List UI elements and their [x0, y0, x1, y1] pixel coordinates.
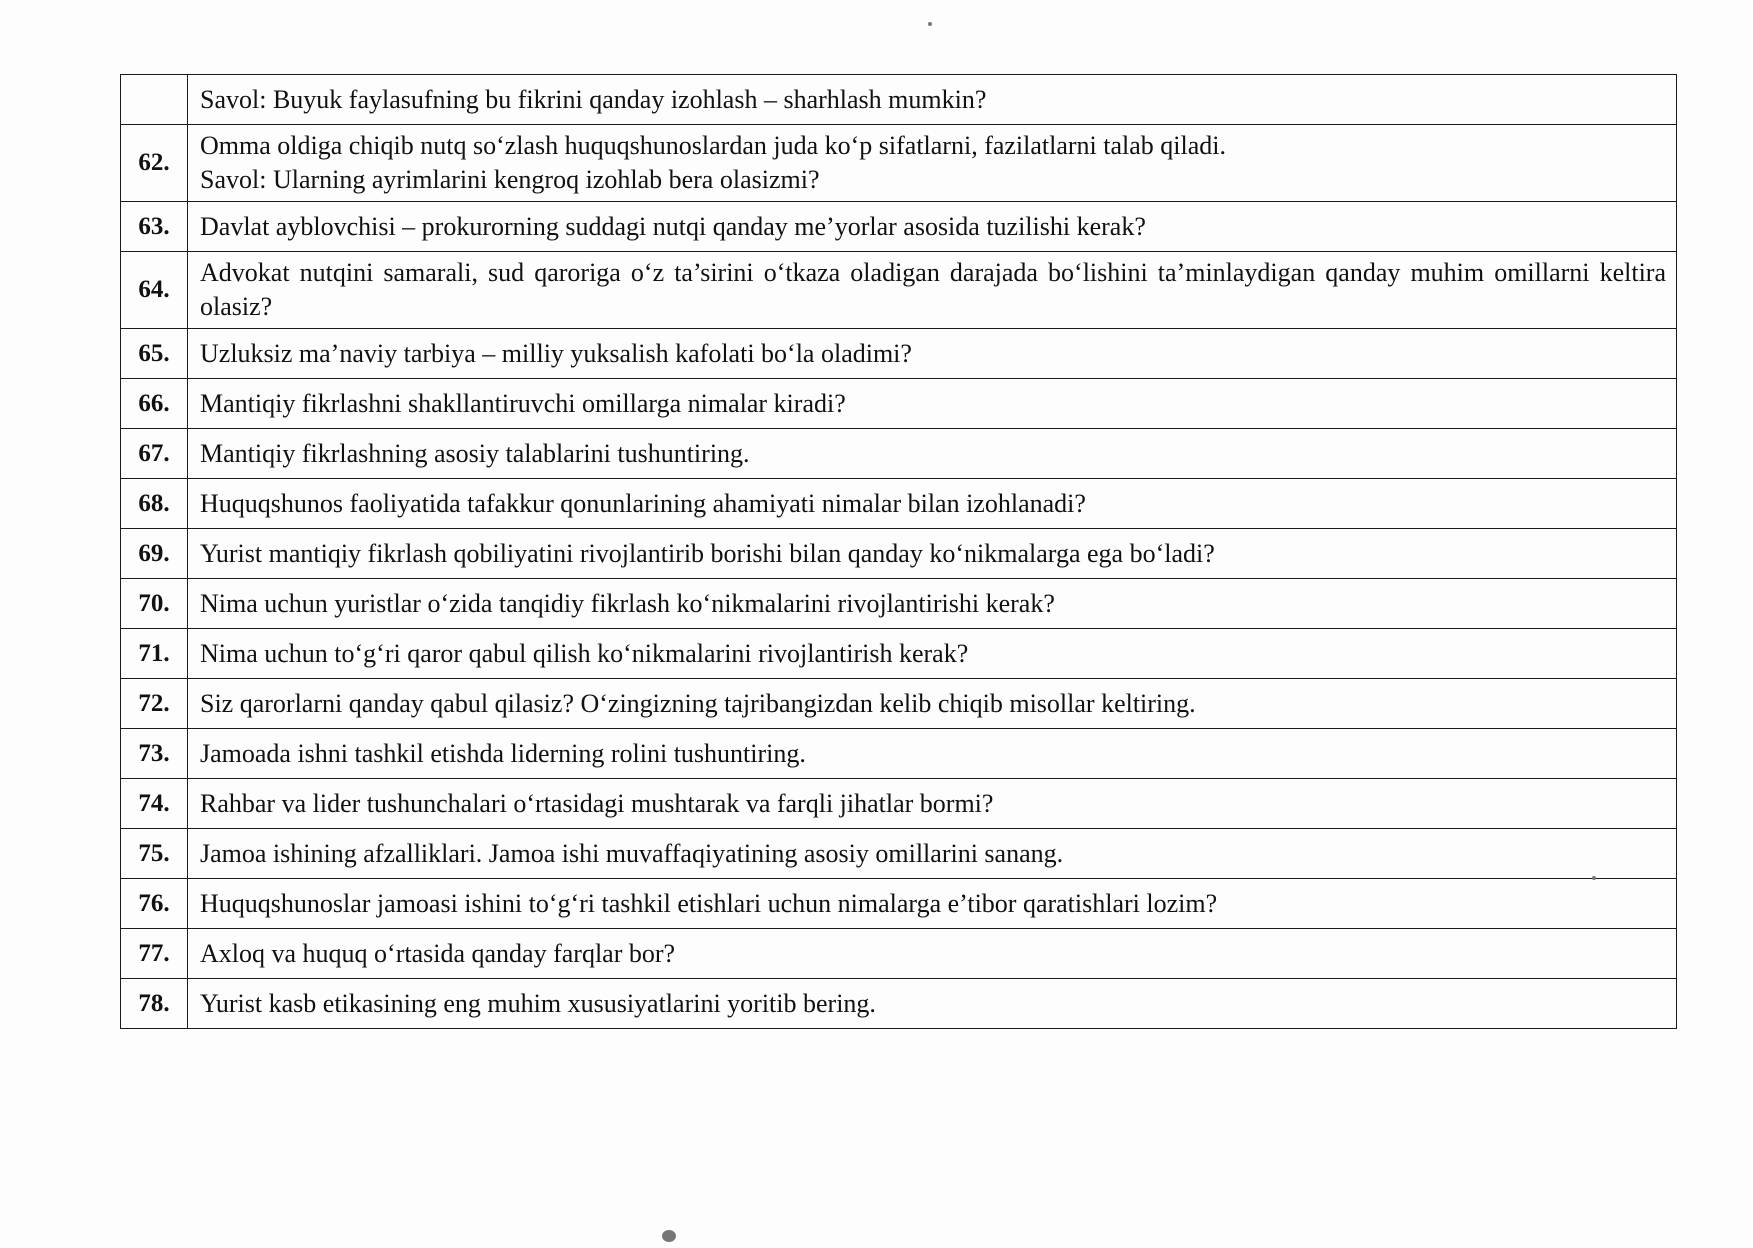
question-text — [188, 979, 1677, 1029]
question-number: 65. — [121, 329, 188, 379]
question-number: 64. — [121, 252, 188, 329]
question-text-line: Siz qarorlarni qanday qabul qilasiz? O‘zingizning tajribangizdan kelib chiqib misollar keltiring. — [200, 688, 1196, 718]
question-text-line: Yurist kasb etikasining eng muhim xususiyatlarini yoritib bering. — [200, 988, 876, 1018]
table-row — [121, 202, 1677, 252]
question-text-line: Jamoa ishining afzalliklari. Jamoa ishi muvaffaqiyatining asosiy omillarini sanang. — [200, 838, 1064, 868]
question-text — [188, 679, 1677, 729]
table-row — [121, 579, 1677, 629]
question-text-line: Mantiqiy fikrlashni shakllantiruvchi omillarga nimalar kiradi? — [200, 388, 846, 418]
question-text-line: Yurist mantiqiy fikrlash qobiliyatini rivojlantirib borishi bilan qanday ko‘nikmalarga ega bo‘ladi? — [200, 538, 1215, 568]
table-row — [121, 429, 1677, 479]
question-number — [121, 75, 188, 125]
question-text — [188, 779, 1677, 829]
question-text — [188, 125, 1677, 202]
table-row — [121, 529, 1677, 579]
question-number: 67. — [121, 429, 188, 479]
question-text-line: Huquqshunos faoliyatida tafakkur qonunlarining ahamiyati nimalar bilan izohlanadi? — [200, 488, 1086, 518]
question-text — [188, 379, 1677, 429]
scan-speck — [1592, 876, 1596, 880]
question-text-line: Omma oldiga chiqib nutq so‘zlash huquqshunoslardan juda ko‘p sifatlarni, fazilatlarni talab qiladi. — [200, 131, 1227, 160]
table-row — [121, 929, 1677, 979]
question-number: 66. — [121, 379, 188, 429]
question-number: 76. — [121, 879, 188, 929]
questions-table — [120, 74, 1677, 1029]
question-number: 74. — [121, 779, 188, 829]
question-text — [188, 729, 1677, 779]
question-number: 71. — [121, 629, 188, 679]
question-text-line: Axloq va huquq o‘rtasida qanday farqlar bor? — [200, 938, 676, 968]
question-text — [188, 202, 1677, 252]
question-text-line: Mantiqiy fikrlashning asosiy talablarini tushuntiring. — [200, 438, 750, 468]
table-row — [121, 829, 1677, 879]
question-text-line: Uzluksiz ma’naviy tarbiya – milliy yuksalish kafolati bo‘la oladimi? — [200, 338, 912, 368]
table-row — [121, 879, 1677, 929]
table-row — [121, 729, 1677, 779]
question-number: 77. — [121, 929, 188, 979]
question-text — [188, 75, 1677, 125]
question-text-line: Davlat ayblovchisi – prokurorning suddagi nutqi qanday me’yorlar asosida tuzilishi kerak? — [200, 211, 1146, 241]
question-text-line: Savol: Ularning ayrimlarini kengroq izohlab bera olasizmi? — [200, 165, 820, 194]
question-number: 75. — [121, 829, 188, 879]
question-number: 69. — [121, 529, 188, 579]
question-number: 72. — [121, 679, 188, 729]
question-text-line: Huquqshunoslar jamoasi ishini to‘g‘ri tashkil etishlari uchun nimalarga e’tibor qaratishlari lozim? — [200, 888, 1218, 918]
question-text-line: Nima uchun to‘g‘ri qaror qabul qilish ko‘nikmalarini rivojlantirish kerak? — [200, 638, 969, 668]
question-text — [188, 829, 1677, 879]
scan-speck — [928, 22, 932, 26]
question-number: 62. — [121, 125, 188, 202]
table-row — [121, 329, 1677, 379]
question-number: 70. — [121, 579, 188, 629]
table-row — [121, 379, 1677, 429]
question-text — [188, 429, 1677, 479]
question-text-line: Rahbar va lider tushunchalari o‘rtasidagi mushtarak va farqli jihatlar bormi? — [200, 788, 994, 818]
question-number: 68. — [121, 479, 188, 529]
question-number: 63. — [121, 202, 188, 252]
question-text-line: Savol: Buyuk faylasufning bu fikrini qanday izohlash – sharhlash mumkin? — [200, 84, 987, 114]
question-text — [188, 629, 1677, 679]
table-row — [121, 252, 1677, 329]
table-row — [121, 779, 1677, 829]
question-text — [188, 329, 1677, 379]
question-text — [188, 579, 1677, 629]
scan-speck — [662, 1230, 676, 1242]
questions-table-body — [121, 75, 1677, 1029]
table-row — [121, 479, 1677, 529]
question-text-line: Jamoada ishni tashkil etishda liderning rolini tushuntiring. — [200, 738, 806, 768]
question-text — [188, 929, 1677, 979]
question-text — [188, 479, 1677, 529]
question-text-line: Advokat nutqini samarali, sud qaroriga o‘z ta’sirini o‘tkaza oladigan darajada bo‘lishini ta’minlaydigan qanday muhim omillarni keltira olasiz? — [200, 258, 1666, 321]
question-text — [188, 252, 1677, 329]
table-row — [121, 125, 1677, 202]
question-text — [188, 879, 1677, 929]
table-row — [121, 979, 1677, 1029]
question-number: 78. — [121, 979, 188, 1029]
question-number: 73. — [121, 729, 188, 779]
question-text — [188, 529, 1677, 579]
question-text-line: Nima uchun yuristlar o‘zida tanqidiy fikrlash ko‘nikmalarini rivojlantirishi kerak? — [200, 588, 1055, 618]
table-row — [121, 679, 1677, 729]
table-row — [121, 629, 1677, 679]
table-row — [121, 75, 1677, 125]
